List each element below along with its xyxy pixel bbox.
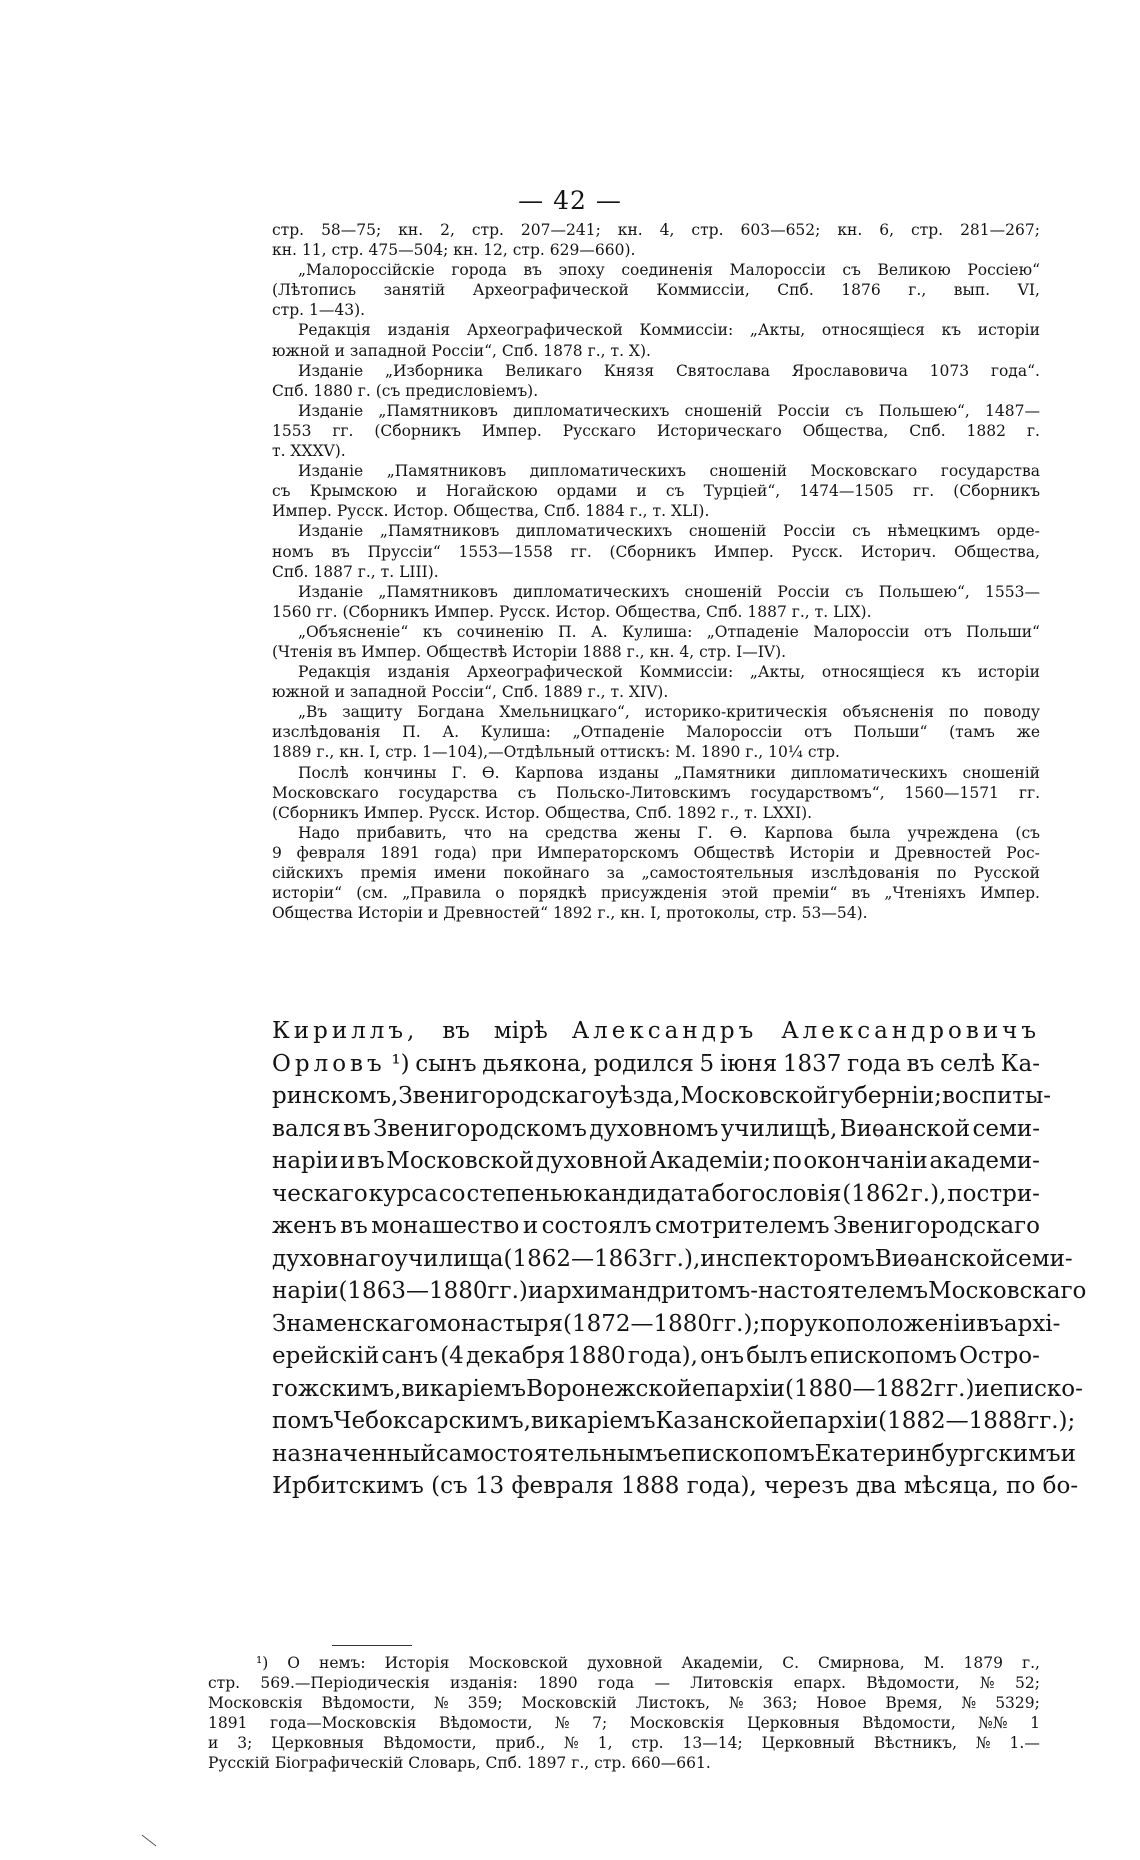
bibliography-line: 1889 г., кн. I, стр. 1—104),—Отдѣльный оттискъ: М. 1890 г., 10¼ стр. <box>272 743 840 762</box>
bibliography-line: т. XXXV). <box>272 442 346 461</box>
article-line: Орловъ ¹) сынъ дьякона, родился 5 іюня 1837 года въ селѣ Ка- <box>272 1050 1040 1077</box>
article-line: ерейскій санъ (4 декабря 1880 года), онъ былъ епископомъ Остро- <box>272 1343 1040 1369</box>
bibliography-line: Надо прибавить, что на средства жены Г. Ѳ. Карпова была учреждена (съ <box>298 823 1040 842</box>
bibliography-line: Общества Исторіи и Древностей“ 1892 г., кн. I, протоколы, стр. 53—54). <box>272 904 868 923</box>
bibliography-line: южной и западной Россіи“, Спб. 1878 г., т. X). <box>272 341 651 360</box>
footnotes-section <box>208 1653 1040 1773</box>
bibliography-line: Изданіе „Памятниковъ дипломатическихъ сношеній Московскаго государства <box>298 462 1040 481</box>
article-line: ческаго курса со степенью кандидата богословія (1862 г.), постри- <box>272 1180 1040 1207</box>
article-line: Знаменскаго монастыря (1872—1880 гг.); по рукоположеніи въ архі- <box>272 1310 1061 1337</box>
bibliography-line: Изданіе „Памятниковъ дипломатическихъ сношеній Россіи съ Польшею“, 1553— <box>298 582 1040 601</box>
bibliography-line: кн. 11, стр. 475—504; кн. 12, стр. 629—660). <box>272 241 636 260</box>
bibliography-line: южной и западной Россіи“, Спб. 1889 г., т. XIV). <box>272 683 669 702</box>
bibliography-line: 1560 гг. (Сборникъ Импер. Русск. Истор. Общества, Спб. 1887 г., т. LIX). <box>272 602 872 621</box>
bibliography-line: съ Крымскою и Ногайскою ордами и съ Турціей“, 1474—1505 гг. (Сборникъ <box>272 482 1040 501</box>
bibliography-line: стр. 58—75; кн. 2, стр. 207—241; кн. 4, стр. 603—652; кн. 6, стр. 281—267; <box>272 221 1040 239</box>
bibliography-line: Московскаго государства съ Польско-Литовскимъ государствомъ“, 1560—1571 гг. <box>272 783 1040 802</box>
bibliography-line: Послѣ кончины Г. Ѳ. Карпова изданы „Памятники дипломатическихъ сношеній <box>298 763 1040 782</box>
article-line: Ирбитскимъ (съ 13 февраля 1888 года), черезъ два мѣсяца, по бо- <box>272 1473 1079 1499</box>
article-line: ринскомъ, Звенигородскаго уѣзда, Московской губерніи; воспиты- <box>272 1083 1052 1109</box>
bibliography-line: Изданіе „Изборника Великаго Князя Святослава Ярославовича 1073 года“. <box>298 361 1040 380</box>
bibliography-line: сійскихъ премія имени покойнаго за „самостоятельныя изслѣдованія по Русской <box>272 864 1040 882</box>
bibliography-line: „Въ защиту Богдана Хмельницкаго“, историко-критическія объясненія по поводу <box>298 703 1040 722</box>
bibliography-line: номъ въ Пруссіи“ 1553—1558 гг. (Сборникъ Импер. Русск. Историч. Общества, <box>272 542 1040 561</box>
article-line: помъ Чебоксарскимъ, викаріемъ Казанской епархіи (1882—1888 гг.); <box>272 1408 1076 1434</box>
bibliography-line: Изданіе „Памятниковъ дипломатическихъ сношеній Россіи съ нѣмецкимъ орде- <box>298 522 1040 541</box>
footnote-line: Московскія Вѣдомости, № 359; Московскій Листокъ, № 363; Новое Время, № 5329; <box>208 1694 1040 1712</box>
bibliography-line: Изданіе „Памятниковъ дипломатическихъ сношеній Россіи съ Польшею“, 1487— <box>298 401 1040 420</box>
bibliography-line: (Лѣтопись занятій Археографической Коммиссіи, Спб. 1876 г., вып. VI, <box>272 281 1040 300</box>
footnote-line: Русскій Біографическій Словарь, Спб. 1897 г., стр. 660—661. <box>208 1754 711 1772</box>
article-line: Кириллъ, въ мірѣ Александръ Александровичъ <box>272 1018 1040 1044</box>
bibliography-section <box>272 220 1040 923</box>
article-line: женъ въ монашество и состоялъ смотрителемъ Звенигородскаго <box>272 1213 1040 1239</box>
article-line: духовнаго училища (1862—1863 гг.), инспекторомъ Виѳанской семи- <box>272 1245 1073 1272</box>
footnote-divider <box>332 1645 412 1646</box>
bibliography-line: Спб. 1887 г., т. LIII). <box>272 562 439 581</box>
article-line: назначенный самостоятельнымъ епископомъ Екатеринбургскимъ и <box>272 1440 1076 1467</box>
bibliography-line: стр. 1—43). <box>272 301 366 320</box>
article-line: наріи (1863—1880 гг.) и архимандритомъ-настоятелемъ Московскаго <box>272 1278 1087 1304</box>
bibliography-line: „Малороссійскіе города въ эпоху соединенія Малороссіи съ Великою Россіею“ <box>298 261 1040 280</box>
bibliography-line: Редакція изданія Археографической Коммиссіи: „Акты, относящіеся къ исторіи <box>298 321 1040 340</box>
bibliography-line: Импер. Русск. Истор. Общества, Спб. 1884 г., т. XLI). <box>272 502 710 521</box>
bibliography-line: 1553 гг. (Сборникъ Импер. Русскаго Историческаго Общества, Спб. 1882 г. <box>272 421 1040 440</box>
bibliography-line: „Объясненіе“ къ сочиненію П. А. Кулиша: „Отпаденіе Малороссіи отъ Польши“ <box>298 622 1040 641</box>
article-line: вался въ Звенигородскомъ духовномъ училищѣ, Виѳанской семи- <box>272 1115 1040 1142</box>
footnote-line: 1891 года—Московскія Вѣдомости, № 7; Московскія Церковныя Вѣдомости, №№ 1 <box>208 1714 1040 1732</box>
article-line: наріи и въ Московской духовной Академіи; по окончаніи академи- <box>272 1148 1040 1174</box>
article-body <box>272 1015 1087 1503</box>
bibliography-line: изслѣдованія П. А. Кулиша: „Отпаденіе Малороссіи отъ Польши“ (тамъ же <box>272 723 1040 742</box>
bibliography-line: (Сборникъ Импер. Русск. Истор. Общества, Спб. 1892 г., т. LXXI). <box>272 803 813 822</box>
bibliography-line: Редакція изданія Археографической Коммиссіи: „Акты, относящіеся къ исторіи <box>298 663 1040 682</box>
footnote-line: ¹) О немъ: Исторія Московской духовной Академіи, С. Смирнова, М. 1879 г., <box>256 1654 1040 1672</box>
scan-artifact-mark <box>142 1835 157 1847</box>
bibliography-line: Спб. 1880 г. (съ предисловіемъ). <box>272 381 539 400</box>
bibliography-line: исторіи“ (см. „Правила о порядкѣ присужденія этой преміи“ въ „Чтеніяхъ Импер. <box>272 884 1040 903</box>
footnote-line: стр. 569.—Періодическія изданія: 1890 года — Литовскія епарх. Вѣдомости, № 52; <box>208 1674 1040 1692</box>
bibliography-line: 9 февраля 1891 года) при Императорскомъ Обществѣ Исторіи и Древностей Рос- <box>272 843 1040 862</box>
article-line: гожскимъ, викаріемъ Воронежской епархіи (1880—1882 гг.) и еписко- <box>272 1375 1083 1402</box>
footnote-line: и 3; Церковныя Вѣдомости, приб., № 1, стр. 13—14; Церковный Вѣстникъ, № 1.— <box>208 1734 1040 1752</box>
bibliography-line: (Чтенія въ Импер. Обществѣ Исторіи 1888 г., кн. 4, стр. I—IV). <box>272 642 787 661</box>
page-number: — 42 — <box>518 186 622 215</box>
